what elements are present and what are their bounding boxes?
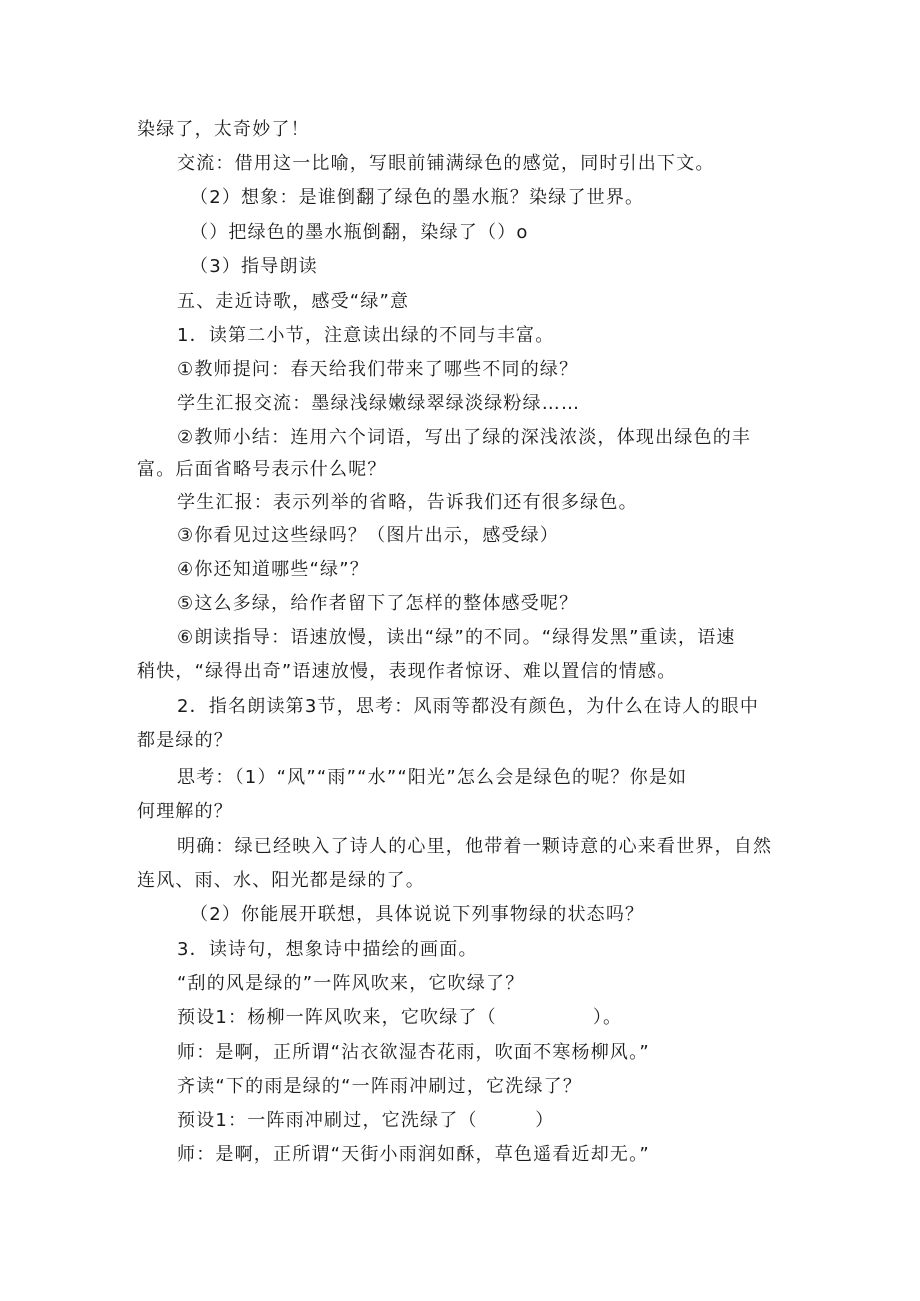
text-line: 稍快，“绿得出奇”语速放慢，表现作者惊讶、难以置信的情感。	[137, 661, 677, 682]
text-line: ①教师提问：春天给我们带来了哪些不同的绿？	[177, 359, 579, 380]
text-line: ⑤这么多绿，给作者留下了怎样的整体感受呢？	[177, 593, 579, 614]
text-line: （2）你能展开联想，具体说说下列事物绿的状态吗？	[190, 904, 645, 925]
text-line: 齐读“下的雨是绿的“一阵雨冲刷过，它洗绿了？	[177, 1076, 583, 1097]
text-line: 何理解的？	[137, 801, 233, 822]
text-line: 富。后面省略号表示什么呢？	[137, 459, 387, 480]
text-line: 思考：（1）“风”“雨”“水”“阳光”怎么会是绿色的呢？你是如	[177, 767, 688, 788]
text-line: 2．指名朗读第3节，思考：风雨等都没有颜色，为什么在诗人的眼中	[177, 696, 760, 717]
text-line: 学生汇报：表示列举的省略，告诉我们还有很多绿色。	[177, 492, 638, 513]
text-line: 师：是啊，正所谓“天街小雨润如酥，草色遥看近却无。”	[177, 1144, 650, 1165]
text-line: ③你看见过这些绿吗？（图片出示，感受绿）	[177, 525, 560, 546]
text-line: 连风、雨、水、阳光都是绿的了。	[137, 870, 425, 891]
text-line: “刮的风是绿的”一阵风吹来，它吹绿了？	[177, 973, 525, 994]
text-line: 都是绿的？	[137, 730, 233, 751]
text-line: 染绿了，太奇妙了！	[137, 119, 310, 140]
text-line: 明确：绿已经映入了诗人的心里，他带着一颗诗意的心来看世界，自然	[177, 836, 773, 857]
text-line: ④你还知道哪些“绿”？	[177, 559, 369, 580]
text-line: 交流：借用这一比喻，写眼前铺满绿色的感觉，同时引出下文。	[177, 153, 715, 174]
text-line: 3．读诗句，想象诗中描绘的画面。	[177, 939, 478, 960]
text-line: （）把绿色的墨水瓶倒翻，染绿了（）o	[190, 222, 529, 243]
text-line: 1．读第二小节，注意读出绿的不同与丰富。	[177, 325, 555, 346]
text-line: 师：是啊，正所谓“沾衣欲湿杏花雨，吹面不寒杨柳风。”	[177, 1042, 650, 1063]
text-line: 预设1：一阵雨冲刷过，它洗绿了（ ）	[177, 1110, 555, 1131]
text-line: （3）指导朗读	[190, 256, 318, 277]
text-line: （2）想象：是谁倒翻了绿色的墨水瓶？染绿了世界。	[190, 187, 645, 208]
text-line: ⑥朗读指导：语速放慢，读出“绿”的不同。“绿得发黑”重读，语速	[177, 627, 736, 648]
text-line: 学生汇报交流：墨绿浅绿嫩绿翠绿淡绿粉绿……	[177, 393, 581, 414]
text-line: ②教师小结：连用六个词语，写出了绿的深浅浓淡，体现出绿色的丰	[177, 427, 752, 448]
text-line: 预设1：杨柳一阵风吹来，它吹绿了（ ）。	[177, 1007, 623, 1028]
section-heading: 五、走近诗歌，感受“绿”意	[177, 291, 410, 312]
